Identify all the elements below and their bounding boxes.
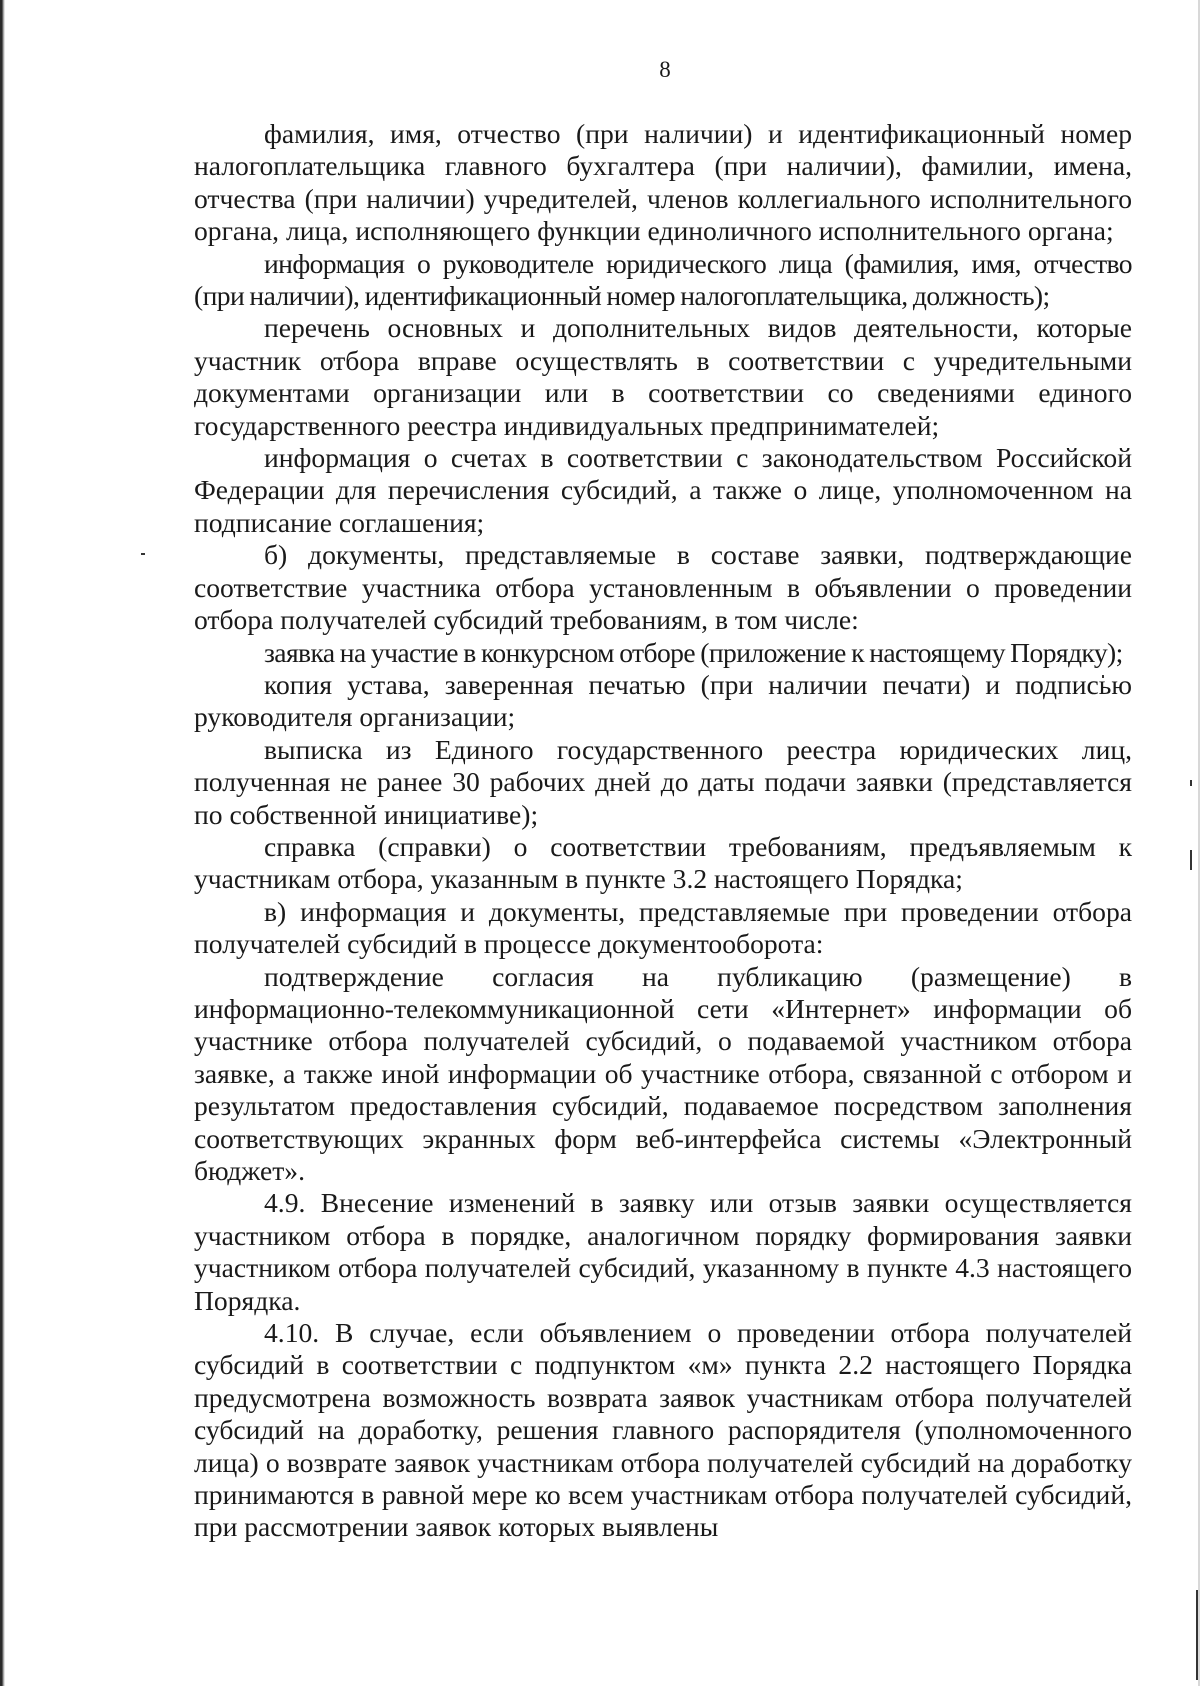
scan-left-edge — [0, 0, 5, 1686]
paragraph-continuation: фамилия, имя, отчество (при наличии) и идентификационный номер налогоплательщика главного бухгалтера (при наличии), фамилии, имена, отчества (при наличии) учредителей, членов коллегиального исполнительного органа, лица, исполняющего функции единоличного исполнительного органа; — [194, 118, 1132, 247]
scan-speck — [1190, 850, 1192, 870]
paragraph: копия устава, заверенная печатью (при наличии печати) и подписью руководителя организации; — [194, 668, 1132, 733]
paragraph: в) информация и документы, представляемые при проведении отбора получателей субсидий в процессе документооборота: — [194, 895, 1132, 960]
paragraph: перечень основных и дополнительных видов деятельности, которые участник отбора вправе осуществлять в соответствии с учредительными документами организации или в соответствии со сведениями единого государственного реестра индивидуальных предпринимателей; — [194, 312, 1132, 441]
scan-speck — [1190, 780, 1192, 786]
page-number: 8 — [659, 57, 671, 82]
scan-speck — [141, 553, 145, 555]
paragraph: выписка из Единого государственного реестра юридических лиц, полученная не ранее 30 рабочих дней до даты подачи заявки (представляется по собственной инициативе); — [194, 733, 1132, 830]
document-body — [194, 118, 1132, 1544]
paragraph: информация о руководителе юридического лица (фамилия, имя, отчество (при наличии), идентификационный номер налогоплательщика, должность); — [194, 247, 1132, 312]
paragraph: 4.9. Внесение изменений в заявку или отзыв заявки осуществляется участником отбора в порядке, аналогичном порядку формирования заявки участником отбора получателей субсидий, указанному в пункте 4.3 настоящего Порядка. — [194, 1187, 1132, 1316]
paragraph: справка (справки) о соответствии требованиям, предъявляемым к участникам отбора, указанным в пункте 3.2 настоящего Порядка; — [194, 830, 1132, 895]
scan-speck — [1196, 1590, 1198, 1680]
paragraph: б) документы, представляемые в составе заявки, подтверждающие соответствие участника отбора установленным в объявлении о проведении отбора получателей субсидий требованиям, в том числе: — [194, 539, 1132, 636]
paragraph: информация о счетах в соответствии с законодательством Российской Федерации для перечисления субсидий, а также о лице, уполномоченном на подписание соглашения; — [194, 442, 1132, 538]
paragraph: заявка на участие в конкурсном отборе (приложение к настоящему Порядку); — [264, 636, 1123, 668]
paragraph: 4.10. В случае, если объявлением о проведении отбора получателей субсидий в соответствии с подпунктом «м» пункта 2.2 настоящего Порядка предусмотрена возможность возврата заявок участникам отбора получателей субсидий на доработку, решения главного распорядителя (уполномоченного лица) о возврате заявок участникам отбора получателей субсидий на доработку принимаются в равной мере ко всем участникам отбора получателей субсидий, при рассмотрении заявок которых выявлены — [194, 1317, 1132, 1543]
paragraph: подтверждение согласия на публикацию (размещение) в информационно-телекоммуникационной сети «Интернет» информации об участнике отбора получателей субсидий, о подаваемой участником отбора заявке, а также иной информации об участнике отбора, связанной с отбором и результатом предоставления субсидий, подаваемое посредством заполнения соответствующих экранных форм веб-интерфейса системы «Электронный бюджет». — [194, 960, 1132, 1186]
